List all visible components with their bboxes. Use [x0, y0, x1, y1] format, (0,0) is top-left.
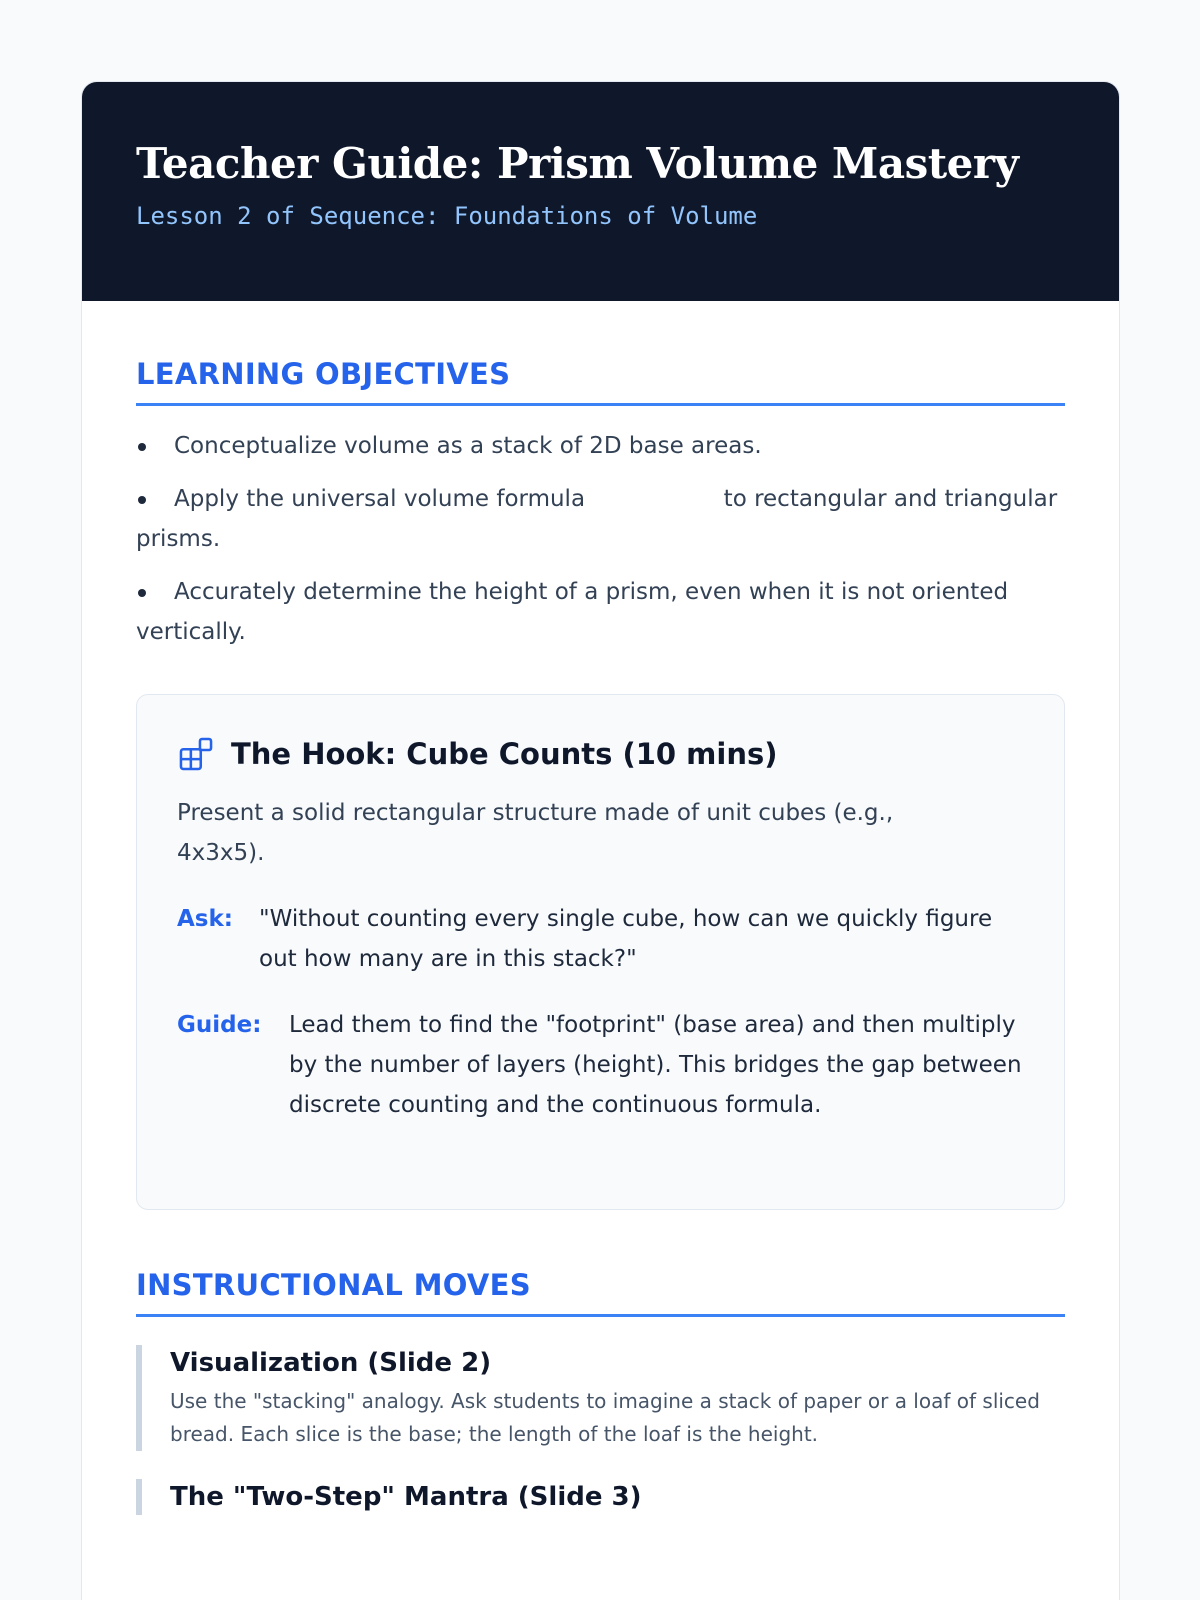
guide-text: Lead them to find the "footprint" (base area) and then multiply by the number of layers (height). This bridges the gap between discrete counting and the continuous formula. [289, 1012, 1022, 1118]
hook-title-row [177, 735, 1024, 773]
objectives-heading: LEARNING OBJECTIVES [136, 357, 1065, 406]
guide-label: Guide: [177, 1012, 262, 1038]
move-item [136, 1345, 1065, 1451]
move-text: Use the "stacking" analogy. Ask students to imagine a stack of paper or a loaf of sliced bread. Each slice is the base; the length of the loaf is the height. [170, 1389, 1040, 1446]
objectives-list [136, 426, 1065, 652]
ask-label: Ask: [177, 906, 233, 932]
objective-text-before: Apply the universal volume formula [174, 486, 586, 512]
page-subtitle: Lesson 2 of Sequence: Foundations of Volume [136, 202, 758, 230]
objective-text-after: to rectangular and triangular prisms. [136, 486, 1058, 552]
cubes-icon [177, 735, 215, 773]
hook-title: The Hook: Cube Counts (10 mins) [231, 737, 778, 771]
move-item [136, 1479, 1065, 1515]
objective-item [136, 479, 1065, 559]
guide-row [177, 1005, 1024, 1125]
ask-text: "Without counting every single cube, how can we quickly figure out how many are in this stack?" [259, 906, 993, 972]
page-title: Teacher Guide: Prism Volume Mastery [136, 139, 1019, 188]
objective-item: Conceptualize volume as a stack of 2D base areas. [136, 426, 1065, 466]
ask-row [177, 899, 1024, 979]
hook-box [136, 694, 1065, 1210]
page-header [82, 82, 1119, 301]
move-title: The "Two-Step" Mantra (Slide 3) [170, 1482, 642, 1512]
moves-heading: INSTRUCTIONAL MOVES [136, 1268, 1065, 1317]
guide-card [81, 81, 1120, 1600]
objective-item: Accurately determine the height of a prism, even when it is not oriented vertically. [136, 572, 1065, 652]
main-content [82, 357, 1119, 1515]
hook-description: Present a solid rectangular structure made of unit cubes (e.g., 4x3x5). [177, 800, 894, 866]
move-title: Visualization (Slide 2) [170, 1348, 492, 1378]
